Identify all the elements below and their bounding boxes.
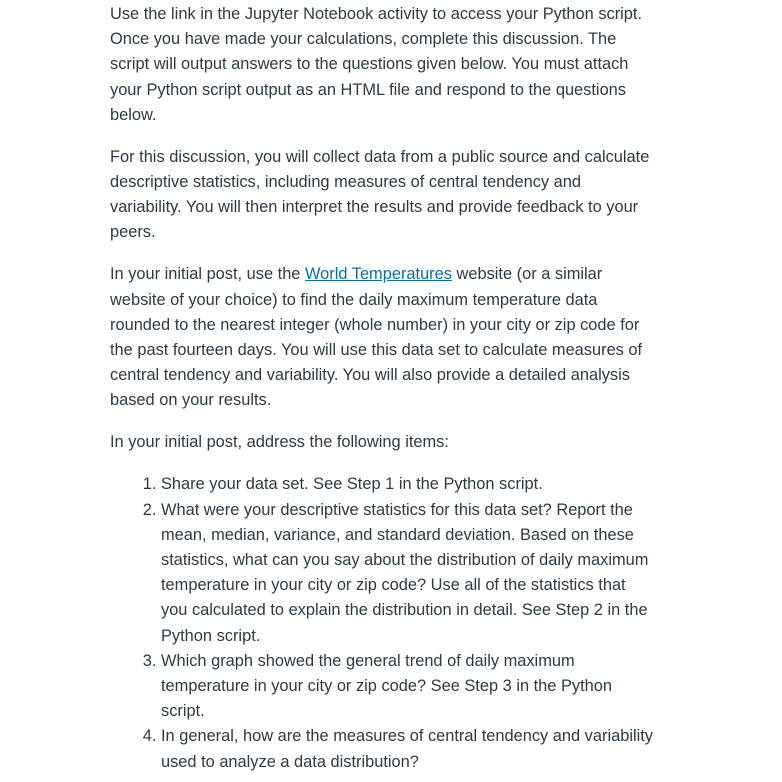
- world-temperatures-link[interactable]: World Temperatures: [304, 265, 452, 284]
- assignment-content: [110, 2, 655, 775]
- initial-post-text-before-link: In your initial post, use the: [110, 265, 305, 284]
- list-item: 3. Which graph showed the general trend of daily maximum temperature in your city or zip code? See Step 3 in the Python script.: [161, 649, 655, 725]
- initial-post-paragraph: [110, 262, 655, 413]
- address-intro-paragraph: In your initial post, address the following items:: [110, 433, 449, 452]
- initial-post-text-after-link: website (or a similar website of your choice) to find the daily maximum temperature data rounded to the nearest integer (whole number) in your city or zip code for the past fourteen days. You will use this data set to calculate measures of central tendency and variability. You will also provide a detailed analysis based on your results.: [110, 265, 643, 410]
- intro-paragraph: Use the link in the Jupyter Notebook activity to access your Python script. Once you have made your calculations, complete this discussion. The script will output answers to the questions given below. You must attach your Python script output as an HTML file and respond to the questions below.: [110, 5, 643, 124]
- discussion-paragraph: For this discussion, you will collect data from a public source and calculate descriptive statistics, including measures of central tendency and variability. You will then interpret the results and provide feedback to your peers.: [110, 147, 650, 242]
- list-item: 1. Share your data set. See Step 1 in the Python script.: [161, 472, 655, 497]
- list-item: 4. In general, how are the measures of central tendency and variability used to analyze a data distribution?: [161, 724, 655, 774]
- list-item: 2. What were your descriptive statistics for this data set? Report the mean, median, variance, and standard deviation. Based on these statistics, what can you say about the distribution of daily maximum temperature in your city or zip code? Use all of the statistics that you calculated to explain the distribution in detail. See Step 2 in the Python script.: [161, 498, 655, 649]
- questions-list: [110, 472, 655, 774]
